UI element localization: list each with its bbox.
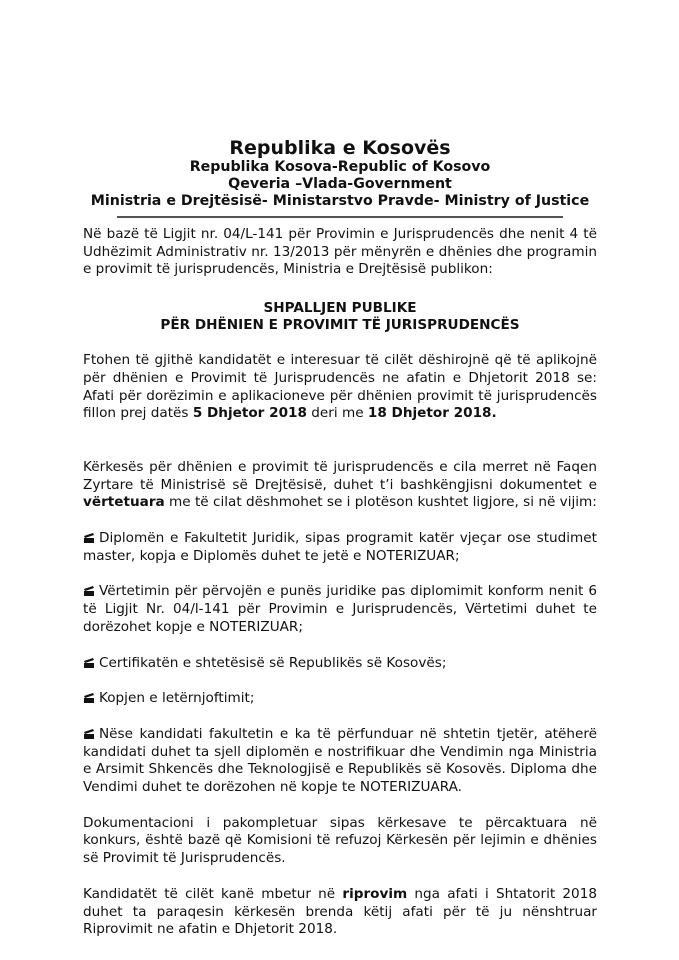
- requirements-intro-bold: vërtetuara: [83, 494, 165, 511]
- retake-note: [83, 886, 597, 939]
- list-item-text: Nëse kandidati fakultetin e ka të përfunduar në shtetin tjetër, atëherë kandidati duhet ta sjell diplomën e nostrifikuar dhe Vendimin nga Ministria e Arsimit Shkencës dhe Teknologjisë e Republikës së Kosovës. Diploma dhe Vendimi duhet te dorëzohen në kopje te NOTERIZUARA.: [83, 725, 597, 796]
- retake-note-text: Kandidatët të cilët kanë mbetur në: [83, 885, 343, 902]
- clapperboard-icon: [83, 584, 95, 594]
- clapperboard-icon: [83, 531, 95, 541]
- list-item-text: Vërtetimin për përvojën e punës juridike pas diplomimit konform nenit 6 të Ligjit Nr. 04/l-141 për Provimin e Jurisprudencës, Vërtetimi duhet te dorëzohet kopje e NOTERIZUAR;: [83, 583, 597, 635]
- requirements-intro-text: Kërkesës për dhënien e provimit të jurisprudencës e cila merret në Faqen Zyrtare të Ministrisë së Drejtësisë, duhet t’i bashkëngjisni dokumentet e: [83, 458, 597, 493]
- list-item: [83, 583, 597, 636]
- clapperboard-icon: [83, 727, 95, 737]
- header-line-country: Republika Kosova-Republic of Kosovo: [189, 159, 491, 175]
- header-line-ministry: Ministria e Drejtësisë- Ministarstvo Pravde- Ministry of Justice: [90, 193, 590, 209]
- header-line-government: Qeveria –Vlada-Government: [228, 176, 452, 192]
- header-divider: [117, 216, 563, 218]
- invitation-paragraph: [83, 352, 597, 423]
- clapperboard-icon: [83, 691, 95, 701]
- list-item-text: Certifikatën e shtetësisë së Republikës së Kosovës;: [99, 654, 447, 671]
- retake-note-rest: nga afati i Shtatorit 2018 duhet ta paraqesin kërkesën brenda këtij afati për të ju nënshtruar Riprovimit ne afatin e Dhjetorit 2018.: [83, 885, 597, 938]
- document-page: [83, 137, 597, 939]
- announcement-line-1: SHPALLJEN PUBLIKE: [263, 300, 417, 317]
- announcement-line-2: PËR DHËNIEN E PROVIMIT TË JURISPRUDENCËS: [160, 317, 520, 334]
- end-date: 18 Dhjetor 2018.: [367, 405, 497, 422]
- retake-keyword: riprovim: [342, 885, 408, 902]
- invitation-middle: deri me: [306, 405, 368, 422]
- announcement-heading: [83, 300, 597, 334]
- list-item: [83, 530, 597, 565]
- requirements-intro: [83, 459, 597, 512]
- invitation-text: Ftohen të gjithë kandidatët e interesuar të cilët dëshirojnë që të aplikojnë për dhënien e Provimit të Jurisprudencës ne afatin e Dhjetorit 2018 se: Afati për dorëzimin e aplikacioneve për dhënien provimit të jurisprudencës fillon prej datës: [83, 352, 597, 422]
- list-item: [83, 690, 597, 708]
- clapperboard-icon: [83, 656, 95, 666]
- document-title: Republika e Kosovës: [229, 137, 451, 159]
- list-item-text: Diplomën e Fakultetit Juridik, sipas programit katër vjeçar ose studimet master, kopja e Diplomës duhet te jetë e NOTERIZUAR;: [83, 530, 597, 564]
- list-item: [83, 655, 597, 673]
- list-item: [83, 726, 597, 797]
- requirements-intro-rest: me të cilat dëshmohet se i plotëson kushtet ligjore, si në vijim:: [164, 494, 597, 511]
- list-item-text: Kopjen e letërnjoftimit;: [99, 690, 255, 707]
- start-date: 5 Dhjetor 2018: [192, 405, 307, 422]
- requirements-list: [83, 530, 597, 797]
- incomplete-documents-note: Dokumentacioni i pakompletuar sipas kërkesave te përcaktuara në konkurs, është bazë që Komisioni të refuzoj Kërkesën për lejimin e dhënies së Provimit të Jurisprudencës.: [83, 814, 597, 867]
- intro-paragraph: Në bazë të Ligjit nr. 04/L-141 për Provimin e Jurisprudencës dhe nenit 4 të Udhëzimit Administrativ nr. 13/2013 për mënyrën e dhënies dhe programin e provimit të jurisprudencës, Ministria e Drejtësisë publikon:: [83, 226, 597, 278]
